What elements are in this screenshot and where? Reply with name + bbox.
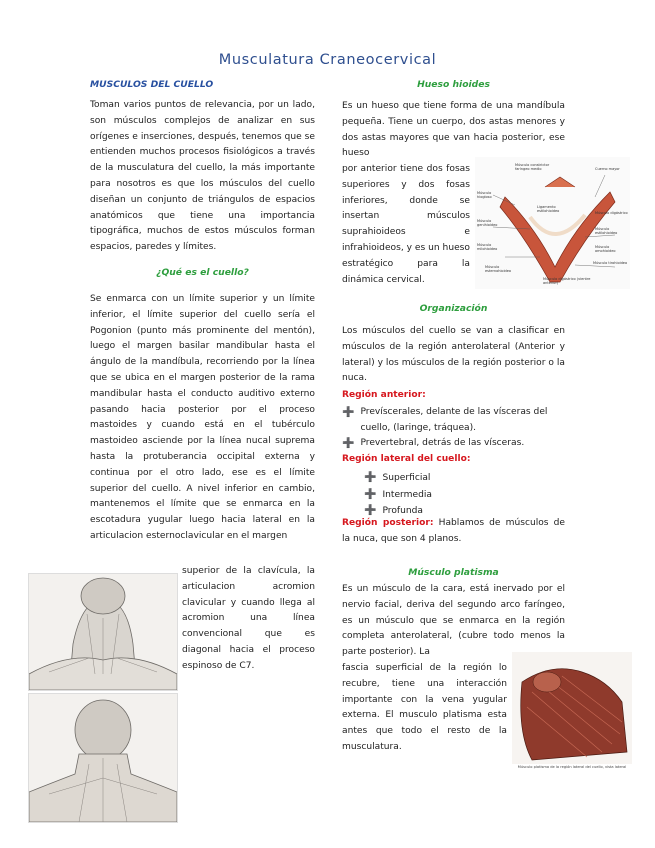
paragraph-que-es-cuello: Se enmarca con un límite superior y un límite inferior, el límite superior del cuello sería el Pogonion (punto más prominente del mentón), luego el margen basilar mandibular hasta el ángulo de la mandíbula, recorriendo por la línea que se ubica en el margen posterior de la rama mandibular hasta el conducto auditivo externo pasando hacia posterior por el proceso mastoides y cuando está en el tubérculo mastoideo asciende por la línea nucal suprema hasta la protuberancia occipital externa y continua por el otro lado, ese es el límite superior del cuello. A nivel inferior en cambio, mantenemos el límite que se enmarca en la escotadura yugular luego hacia lateral en la articulacion esternoclavicular en el margen <box>90 294 315 541</box>
section-heading-organizacion: Organización <box>419 303 488 314</box>
section-heading-musculos-cuello: MUSCULOS DEL CUELLO <box>90 79 214 90</box>
section-heading-platisma: Músculo platisma <box>408 567 499 578</box>
hyoid-label: Músculo estilohioideo <box>595 227 618 235</box>
neck-anterior-illustration <box>29 574 177 690</box>
list-item-text: Superficial <box>382 473 431 483</box>
paragraph-musculos-cuello: Toman varios puntos de relevancia, por un lado, son músculos complejos de analizar en sus orígenes e inserciones, después, tenemos que se entienden muchos procesos fisiológicos a través de la musculatura del cuello, la más importante para nosotros es que los músculos del cuello diseñan un conjunto de triángulos de espacios anatómicos que tiene una importancia tipográfica, muchos de estos músculos forman espacios, paredes y límites. <box>90 100 315 253</box>
arrow-icon: ➕ <box>364 505 377 517</box>
paragraph-organizacion: Los músculos del cuello se van a clasificar en músculos de la región anterolateral (Anterior y lateral) y los músculos de la región posterior o la nuca. <box>342 326 565 384</box>
hyoid-label: Músculo tirohioideo <box>593 261 628 265</box>
paragraph-platisma-cont: fascia superficial de la región lo recubre, tiene una interacción importante con la vena yugular externa. El musculo platisma esta antes que todo el resto de la musculatura. <box>342 663 507 752</box>
list-item-text: Prevíscerales, delante de las vísceras del cuello, (laringe, tráquea). <box>360 407 548 433</box>
label-region-anterior: Región anterior: <box>342 390 426 400</box>
figure-hyoid-muscles <box>475 157 630 289</box>
paragraph-region-posterior <box>342 516 565 548</box>
paragraph-platisma: Es un músculo de la cara, está inervado por el nervio facial, deriva del segundo arco faríngeo, es un músculo que se enmarca en la región completa anterolateral, (cubre todo menos la parte posterior). La <box>342 584 565 658</box>
arrow-icon: ➕ <box>364 472 377 483</box>
hyoid-label: Músculo digástrico <box>595 211 628 215</box>
list-item-text: Prevertebral, detrás de las vísceras. <box>360 438 525 449</box>
hyoid-label: Ligamento estilohioideo <box>537 205 560 213</box>
hyoid-label: Músculo omohioideo <box>595 245 616 253</box>
neck-posterior-illustration <box>29 694 177 822</box>
hyoid-label: Músculo genihioideo <box>477 219 498 227</box>
arrow-icon: ➕ <box>342 438 355 450</box>
paragraph-hueso-hioides: Es un hueso que tiene forma de una mandíbula pequeña. Tiene un cuerpo, dos astas menores y dos astas mayores que van hacia posterior, ese hueso <box>342 101 565 159</box>
list-item <box>364 487 564 504</box>
label-region-lateral: Región lateral del cuello: <box>342 454 471 464</box>
list-item <box>342 436 567 452</box>
page-title: Musculatura Craneocervical <box>218 52 437 68</box>
hyoid-label: Músculo digástrico (vientre anterior) <box>543 277 591 285</box>
hyoid-label: Músculo hiogloso <box>477 191 492 199</box>
platisma-illustration <box>512 652 632 764</box>
figure-platisma <box>512 652 632 775</box>
section-heading-que-es-cuello: ¿Qué es el cuello? <box>156 267 249 278</box>
hyoid-label: Cuerno mayor <box>595 167 620 171</box>
list-item-text: Profunda <box>382 506 423 517</box>
list-item <box>364 470 564 487</box>
hyoid-labels <box>475 157 630 289</box>
list-region-anterior <box>342 405 567 452</box>
list-region-lateral <box>364 470 564 520</box>
figure-neck-posterior <box>28 693 178 823</box>
paragraph-hueso-hioides-cont: por anterior tiene dos fosas superiores y dos fosas inferiores, donde se insertan músculos suprahioideos e infrahioideos, y es un hueso estratégico para la dinámica cervical. <box>342 164 470 285</box>
arrow-icon: ➕ <box>342 407 355 418</box>
label-region-posterior: Región posterior: <box>342 518 434 528</box>
hyoid-label: Músculo esternohioideo <box>485 265 512 273</box>
section-heading-hueso-hioides: Hueso hioides <box>417 79 490 90</box>
arrow-icon: ➕ <box>364 488 377 500</box>
list-item-text: Intermedia <box>382 489 432 500</box>
hyoid-label: Músculo constrictor faríngeo medio <box>515 163 550 171</box>
text-region-posterior: Hablamos de músculos de la nuca, que son 4 planos. <box>342 518 565 544</box>
paragraph-que-es-cuello-cont: superior de la clavícula, la articulacion acromion clavicular y cuando llega al acromion una línea convencional que es diagonal hacia el proceso espinoso de C7. <box>182 566 315 671</box>
platisma-caption: Músculo platisma de la región lateral del cuello, vista lateral <box>517 765 627 769</box>
list-item <box>342 405 567 436</box>
figure-neck-anterior <box>28 573 178 691</box>
hyoid-label: Músculo milohioideo <box>477 243 498 251</box>
